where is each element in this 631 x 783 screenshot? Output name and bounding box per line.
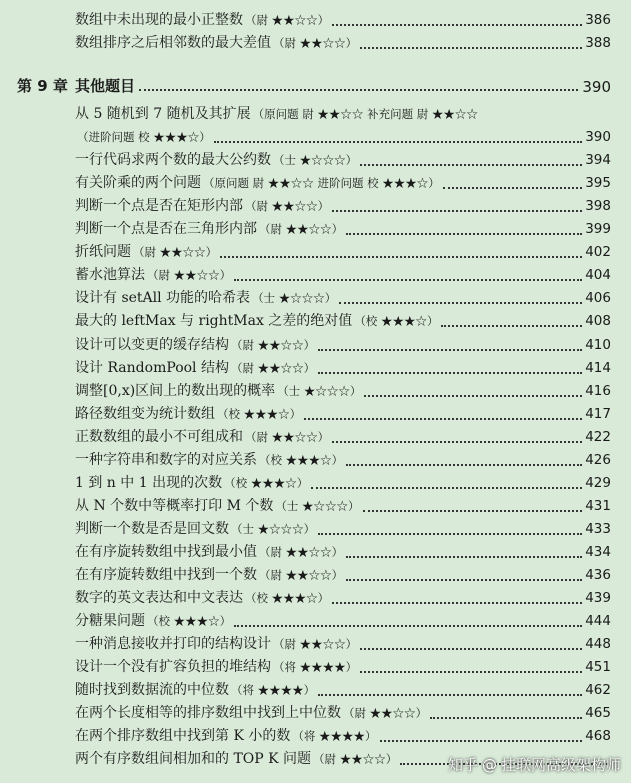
toc-entry xyxy=(75,148,611,170)
watermark-author: 挂联网高级架构师 xyxy=(500,756,621,774)
entry-page: 422 xyxy=(585,428,611,445)
toc-entry xyxy=(75,356,611,378)
entry-page: 395 xyxy=(585,175,611,192)
entry-page: 426 xyxy=(585,451,611,468)
leader-dots xyxy=(311,477,582,489)
entry-difficulty: （尉 ★★☆☆） xyxy=(230,360,316,375)
toc-entry xyxy=(75,402,611,424)
entry-page: 417 xyxy=(585,405,611,422)
toc-entry xyxy=(75,425,611,447)
entry-difficulty: （尉 ★★☆☆） xyxy=(313,752,398,767)
leader-dots xyxy=(318,523,582,535)
toc-entry xyxy=(75,125,611,147)
entry-title: 1 到 n 中 1 出现的次数 xyxy=(75,474,223,491)
leader-dots xyxy=(360,661,582,673)
toc-entry xyxy=(75,540,611,562)
entry-page: 394 xyxy=(585,152,611,169)
entry-title: 设计有 setAll 功能的哈希表 xyxy=(75,290,251,307)
entry-page: 444 xyxy=(585,613,611,630)
toc-entry xyxy=(75,8,611,30)
leader-dots xyxy=(346,569,582,581)
entry-title: 两个有序数组间相加和的 TOP K 问题 xyxy=(75,751,312,768)
entry-title: 调整[0,x)区间上的数出现的概率 xyxy=(75,382,276,399)
entry-difficulty: （尉 ★★☆☆） xyxy=(273,637,358,652)
leader-dots xyxy=(363,500,583,512)
toc-entry xyxy=(75,655,611,677)
leader-dots xyxy=(318,684,582,696)
entry-title: 一行代码求两个数的最大公约数 xyxy=(75,152,271,169)
toc-entry xyxy=(75,517,611,539)
entry-difficulty: （原问题 尉 ★★☆☆ 进阶问题 校 ★★★☆） xyxy=(203,176,440,191)
entry-difficulty: （尉 ★★☆☆） xyxy=(245,199,330,214)
watermark-at: @ xyxy=(481,756,497,774)
toc-entry xyxy=(75,678,611,700)
toc-entry xyxy=(75,632,611,654)
leader-dots xyxy=(346,454,582,466)
entry-difficulty: （将 ★★★★） xyxy=(231,683,316,698)
entry-title: 从 N 个数中等概率打印 M 个数 xyxy=(75,497,274,514)
entry-title: 在有序旋转数组中找到一个数 xyxy=(75,567,257,583)
entry-difficulty: （士 ★☆☆☆） xyxy=(275,498,360,513)
leader-dots xyxy=(332,592,582,604)
toc-entry xyxy=(75,333,611,355)
entry-page: 448 xyxy=(585,636,611,653)
entry-difficulty: （尉 ★★☆☆） xyxy=(259,568,344,582)
chapter-heading xyxy=(17,72,611,96)
entry-page: 399 xyxy=(585,221,611,238)
entry-difficulty: （校 ★★★☆） xyxy=(245,591,330,606)
entry-page: 431 xyxy=(585,497,611,514)
entry-page: 436 xyxy=(585,567,611,583)
leader-dots xyxy=(364,385,582,397)
entry-title: 路径数组变为统计数组 xyxy=(75,405,215,422)
leader-dots xyxy=(318,339,582,351)
entry-difficulty: （士 ★☆☆☆） xyxy=(252,291,337,306)
entry-title: 在两个排序数组中找到第 K 小的数 xyxy=(75,728,291,745)
entry-title: 判断一个点是否在三角形内部 xyxy=(75,221,257,238)
entry-difficulty: （士 ★☆☆☆） xyxy=(273,153,358,168)
entry-difficulty: （校 ★★★☆） xyxy=(259,452,344,467)
entry-difficulty: （校 ★★★☆） xyxy=(147,614,232,629)
entry-title: 折纸问题 xyxy=(75,244,131,261)
entry-difficulty: （士 ★☆☆☆） xyxy=(231,521,316,536)
toc-entry xyxy=(75,171,611,193)
entry-page: 402 xyxy=(585,244,611,261)
entry-title: 数字的英文表达和中文表达 xyxy=(75,590,243,607)
leader-dots xyxy=(234,269,582,281)
toc-entry xyxy=(75,102,611,124)
toc-entry xyxy=(75,217,611,239)
leader-dots xyxy=(214,131,582,143)
entry-page: 465 xyxy=(585,705,611,722)
toc-entry xyxy=(75,379,611,401)
toc-entry xyxy=(75,263,611,285)
entry-page: 429 xyxy=(585,474,611,491)
entry-page: 390 xyxy=(585,129,611,146)
entry-title: 分糖果问题 xyxy=(75,613,145,630)
entry-title: 判断一个点是否在矩形内部 xyxy=(75,198,243,215)
toc-entry xyxy=(75,586,611,608)
entry-difficulty: （校 ★★★☆） xyxy=(217,406,302,421)
entry-page: 408 xyxy=(585,313,611,330)
leader-dots xyxy=(332,200,582,212)
toc-entry xyxy=(75,609,611,631)
leader-dots xyxy=(346,223,582,235)
chapter-title: 其他题目 xyxy=(75,77,136,95)
entry-page: 410 xyxy=(585,336,611,353)
toc-entry xyxy=(75,240,611,262)
entry-difficulty: （尉 ★★☆☆） xyxy=(245,429,330,444)
entry-title: 数组排序之后相邻数的最大差值 xyxy=(75,35,271,51)
entry-page: 414 xyxy=(585,359,611,376)
entry-difficulty: （进阶问题 校 ★★★☆） xyxy=(77,130,211,145)
entry-page: 404 xyxy=(585,267,611,284)
leader-dots xyxy=(430,707,582,719)
leader-dots xyxy=(441,315,582,327)
toc-entry xyxy=(75,31,611,53)
entry-title: 随时找到数据流的中位数 xyxy=(75,682,229,699)
chapter-number: 第 9 章 xyxy=(17,77,68,95)
entry-difficulty: （校 ★★★☆） xyxy=(224,475,309,490)
entry-difficulty: （尉 ★★☆☆） xyxy=(147,268,232,283)
entry-difficulty: （将 ★★★★） xyxy=(273,660,358,675)
entry-difficulty: （校 ★★★☆） xyxy=(354,314,439,329)
entry-difficulty: （尉 ★★☆☆） xyxy=(343,706,428,721)
entry-page: 462 xyxy=(585,682,611,699)
chapter-page: 390 xyxy=(582,78,611,96)
entry-page: 433 xyxy=(585,520,611,537)
entry-page: 416 xyxy=(585,382,611,399)
entry-title: 设计 RandomPool 结构 xyxy=(75,359,229,376)
watermark-brand: 知乎 xyxy=(447,756,478,774)
entry-title: 设计可以变更的缓存结构 xyxy=(75,336,229,353)
entry-page: 434 xyxy=(585,543,611,560)
entry-title: 最大的 leftMax 与 rightMax 之差的绝对值 xyxy=(75,313,353,330)
entry-title: 判断一个数是否是回文数 xyxy=(75,520,229,537)
entry-difficulty: （尉 ★★☆☆） xyxy=(231,337,316,352)
watermark xyxy=(448,754,621,775)
leader-dots xyxy=(360,154,582,166)
toc-entry xyxy=(75,494,611,516)
entry-difficulty: （将 ★★★★） xyxy=(292,729,377,744)
entry-title: 蓄水池算法 xyxy=(75,267,145,284)
toc-entry xyxy=(75,471,611,493)
entry-page: 468 xyxy=(585,728,611,745)
toc-entry xyxy=(75,194,611,216)
toc-entry xyxy=(75,701,611,723)
entry-title: 一种消息接收并打印的结构设计 xyxy=(75,636,271,653)
leader-dots xyxy=(360,638,582,650)
entry-difficulty: （尉 ★★☆☆） xyxy=(259,222,344,237)
leader-dots xyxy=(332,14,582,26)
leader-dots xyxy=(346,546,582,558)
toc-entry xyxy=(75,563,611,585)
leader-dots xyxy=(139,79,578,91)
entry-page: 386 xyxy=(585,12,611,28)
leader-dots xyxy=(443,177,582,189)
entry-page: 398 xyxy=(585,198,611,215)
leader-dots xyxy=(339,292,582,304)
entry-title: 从 5 随机到 7 随机及其扩展 xyxy=(75,106,251,122)
leader-dots xyxy=(360,37,582,49)
entry-title: 有关阶乘的两个问题 xyxy=(75,175,201,192)
entry-page: 406 xyxy=(585,290,611,307)
entry-difficulty: （尉 ★★☆☆） xyxy=(273,36,358,50)
leader-dots xyxy=(380,730,583,742)
entry-title: 一种字符串和数字的对应关系 xyxy=(75,451,257,468)
toc-entry xyxy=(75,286,611,308)
leader-dots xyxy=(234,615,582,627)
toc-entry xyxy=(75,724,611,746)
entry-title: 在两个长度相等的排序数组中找到上中位数 xyxy=(75,705,341,722)
entry-difficulty: （尉 ★★☆☆） xyxy=(259,544,344,559)
leader-dots xyxy=(318,362,582,374)
toc-entry xyxy=(75,309,611,331)
entry-title: 在有序旋转数组中找到最小值 xyxy=(75,543,257,560)
entry-title: 设计一个没有扩容负担的堆结构 xyxy=(75,659,271,676)
entry-difficulty: （士 ★☆☆☆） xyxy=(277,383,362,398)
entry-difficulty: （原问题 尉 ★★☆☆ 补充问题 尉 ★★☆☆ xyxy=(252,107,478,121)
toc-entry xyxy=(75,448,611,470)
entry-page: 451 xyxy=(585,659,611,676)
entry-title: 数组中未出现的最小正整数 xyxy=(75,12,243,28)
entry-difficulty: （尉 ★★☆☆） xyxy=(245,13,330,27)
leader-dots xyxy=(332,431,582,443)
entry-page: 388 xyxy=(585,35,611,51)
entry-title: 正数数组的最小不可组成和 xyxy=(75,428,243,445)
leader-dots xyxy=(304,408,582,420)
leader-dots xyxy=(220,246,582,258)
entry-page: 439 xyxy=(585,590,611,607)
entry-difficulty: （尉 ★★☆☆） xyxy=(133,245,218,260)
